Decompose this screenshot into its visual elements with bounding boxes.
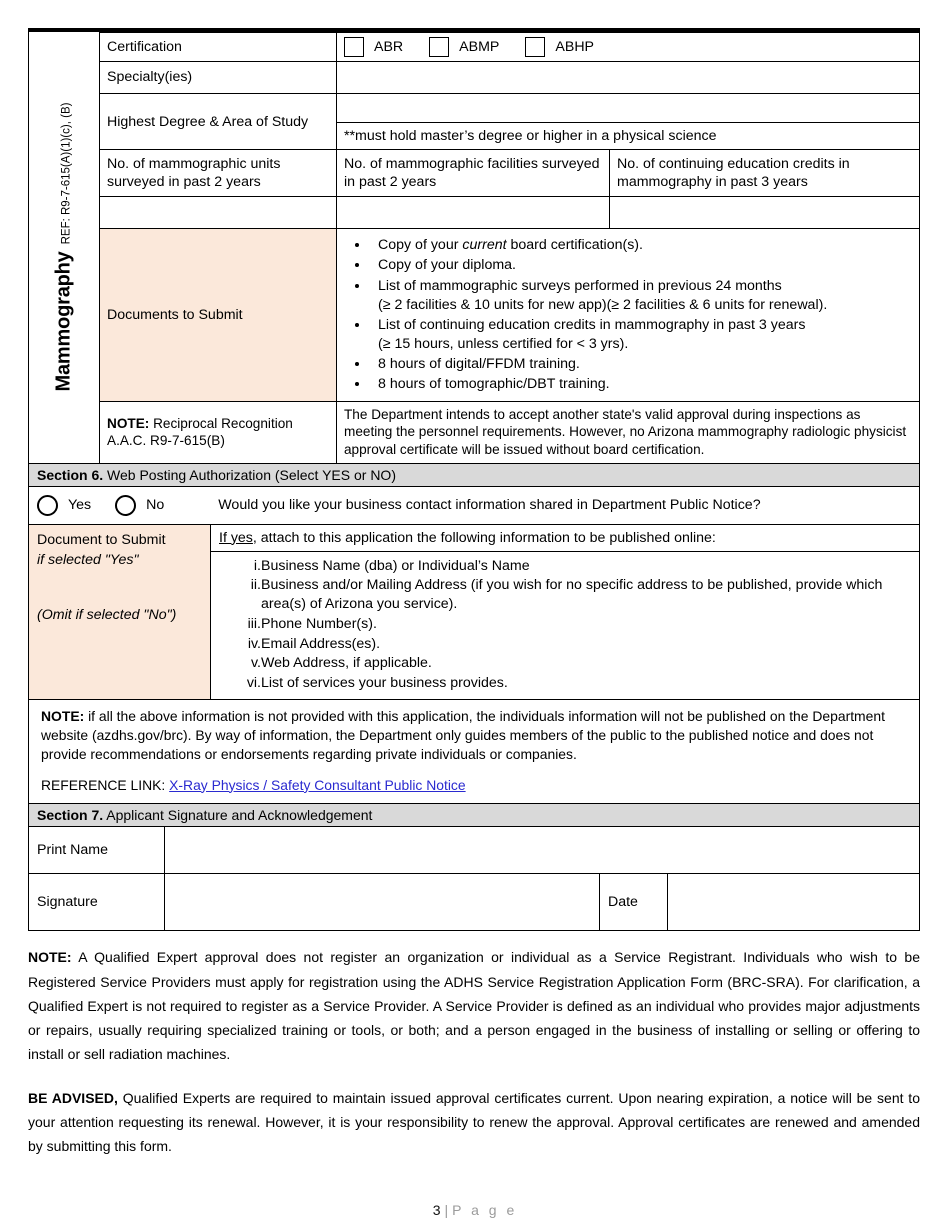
list-item-sub: (≥ 2 facilities & 10 units for new app)(≥ 2 facilities & 6 units for renewal). [378,296,828,313]
list-item-text: Business and/or Mailing Address (if you wish for no specific address to be published, provide which area(s) of Arizona you service). [261,577,883,613]
bottom-note-paragraph [28,945,920,1065]
list-item-number: v. [251,655,261,672]
document-to-submit-label [29,524,211,699]
reciprocal-note-text: The Department intends to accept another state's valid approval during inspections as meeting the personnel requirements. However, no Arizona mammography radiologic physicist approval certificate will be issued without board certification. [337,401,920,463]
roman-numeral-list [219,557,911,694]
credits-column-header: No. of continuing education credits in mammography in past 3 years [610,150,920,197]
list-item-number: vi. [246,675,261,692]
list-item: • Copy of your current board certification(s). [370,236,912,255]
list-item [370,316,912,354]
degree-note: **must hold master’s degree or higher in a physical science [337,123,920,150]
list-item [219,674,911,694]
date-field[interactable] [667,874,919,931]
ifyes-instruction [211,524,920,551]
section-7-header [28,803,920,827]
list-item [219,576,911,614]
section-6-number: Section 6. [37,466,104,483]
section-6-note-block [28,700,920,805]
table-row-ifyes-header [29,524,920,551]
ifyes-underlined: If yes [219,529,253,546]
section-6-note-bold: NOTE: [41,707,85,724]
list-item [219,654,911,674]
reciprocal-note-label [100,401,337,463]
mammography-block [28,32,920,464]
be-advised-bold: BE ADVISED, [28,1089,118,1106]
checkbox-abhp-label: ABHP [555,38,595,55]
table-row-reciprocal-note [100,401,920,463]
checkbox-abr[interactable] [344,37,364,57]
web-posting-question: Would you like your business contact information shared in Department Public Notice? [218,497,761,514]
table-row-certification [100,33,920,62]
mammography-title: Mammography [52,251,75,392]
doc-label-line3: (Omit if selected "No") [37,606,177,623]
list-item-text: Business Name (dba) or Individual’s Name [261,557,530,574]
list-item [219,557,911,577]
list-item-sub: (≥ 15 hours, unless certified for < 3 yrs). [378,335,629,352]
roman-list-cell [211,551,920,699]
units-column-header: No. of mammographic units surveyed in past 2 years [100,150,337,197]
reference-link-label: REFERENCE LINK: [41,776,170,793]
section-6-documents-table [28,524,920,700]
checkbox-abr-label: ABR [374,38,404,55]
radio-yes-label: Yes [68,497,92,514]
degree-input-cell[interactable] [337,94,920,123]
reciprocal-note-rest: Reciprocal Recognition [149,415,293,431]
mammography-reference: REF: R9-7-615(A)(1)(c), (B) [60,102,73,245]
mammography-vertical-label [28,32,99,464]
mammography-table [99,32,920,464]
reciprocal-note-bold: NOTE: [107,415,150,431]
signature-field[interactable] [165,874,600,931]
be-advised-paragraph [28,1086,920,1158]
print-name-label: Print Name [29,827,165,874]
list-item: • Copy of your diploma. [370,256,912,275]
units-input-cell[interactable] [100,197,337,229]
section-6-header [28,463,920,487]
documents-list-cell [337,229,920,401]
list-item-number: ii. [250,577,261,594]
specialty-label: Specialty(ies) [100,62,337,94]
footer-page-number: 3 [432,1202,441,1218]
table-row-counts-header [100,150,920,197]
radio-no[interactable] [115,495,136,516]
facilities-input-cell[interactable] [337,197,610,229]
specialty-input-cell[interactable] [337,62,920,94]
web-posting-choice-row [28,487,920,525]
table-row-specialty [100,62,920,94]
list-item-text: Phone Number(s). [261,615,377,632]
list-item [370,277,912,315]
footer-separator: | [444,1202,449,1218]
footer-page-word: P a g e [452,1202,518,1218]
list-item-text: Email Address(es). [261,635,381,652]
doc-label-line1: Document to Submit [37,531,166,548]
list-item: • 8 hours of digital/FFDM training. [370,355,912,374]
table-row-counts-inputs [100,197,920,229]
facilities-column-header: No. of mammographic facilities surveyed in past 2 years [337,150,610,197]
documents-list [344,236,912,393]
list-item: • 8 hours of tomographic/DBT training. [370,375,912,394]
section-6-title: Web Posting Authorization (Select YES or NO) [103,466,396,483]
credits-input-cell[interactable] [610,197,920,229]
radio-yes[interactable] [37,495,58,516]
list-item-main: List of continuing education credits in mammography in past 3 years [378,316,806,333]
section-7-number: Section 7. [37,807,104,824]
section-7-title: Applicant Signature and Acknowledgement [103,807,373,824]
list-item-text: List of services your business provides. [261,675,508,692]
section-6-note-text: if all the above information is not provided with this application, the individuals information will not be published on the Department website (azdhs.gov/brc). By way of information, the Department only guides members of the public to the published notice and does not provide recommendations or endorsements regarding private individuals or companies. [41,707,885,762]
radio-no-label: No [146,497,165,514]
signature-table [28,826,920,931]
bottom-note-bold: NOTE: [28,949,72,966]
section-6-note [41,707,907,764]
list-item [219,615,911,635]
list-item-number: iv. [247,635,261,652]
certification-options-cell [337,33,920,62]
table-row-print-name [29,827,920,874]
be-advised-text: Qualified Experts are required to maintain issued approval certificates current. Upon nearing expiration, a notice will be sent to your attention requesting its renewal. However, it is your responsibility to renew the approval. Approval certificates are renewed and amended by submitting this form. [28,1089,920,1155]
checkbox-abhp[interactable] [525,37,545,57]
checkbox-abmp[interactable] [429,37,449,57]
bottom-note-text: A Qualified Expert approval does not register an organization or individual as a Service Registrant. Individuals who wish to be Registered Service Providers must apply for registration using the ADHS Service Registration Application Form (BRC-SRA). For clarification, a Qualified Expert is not required to register as a Service Provider. A Service Provider is defined as an individual who provides major adjustments or repairs, usually requiring specialized training or tools, or both; and a person engaged in the business of installing or selling or offering to install or sell radiation machines. [28,949,920,1062]
list-item-number: iii. [247,615,261,632]
date-label: Date [599,874,667,931]
print-name-field[interactable] [165,827,920,874]
documents-to-submit-label: Documents to Submit [100,229,337,401]
certification-label: Certification [100,33,337,62]
ifyes-rest: , attach to this application the following information to be published online: [252,529,716,546]
page-footer [0,1202,950,1218]
doc-label-line2: if selected "Yes" [37,552,139,569]
list-item-text: Web Address, if applicable. [261,655,432,672]
list-item [219,635,911,655]
table-row-signature [29,874,920,931]
list-item-number: i. [253,557,261,574]
reference-link-row [41,776,907,795]
checkbox-abmp-label: ABMP [459,38,500,55]
table-row-degree [100,94,920,123]
signature-label: Signature [29,874,165,931]
list-item-main: List of mammographic surveys performed in previous 24 months [378,277,782,294]
reciprocal-note-citation: A.A.C. R9-7-615(B) [107,433,225,449]
reference-link[interactable]: X-Ray Physics / Safety Consultant Public Notice [169,776,466,793]
degree-label: Highest Degree & Area of Study [100,94,337,150]
table-row-documents [100,229,920,401]
